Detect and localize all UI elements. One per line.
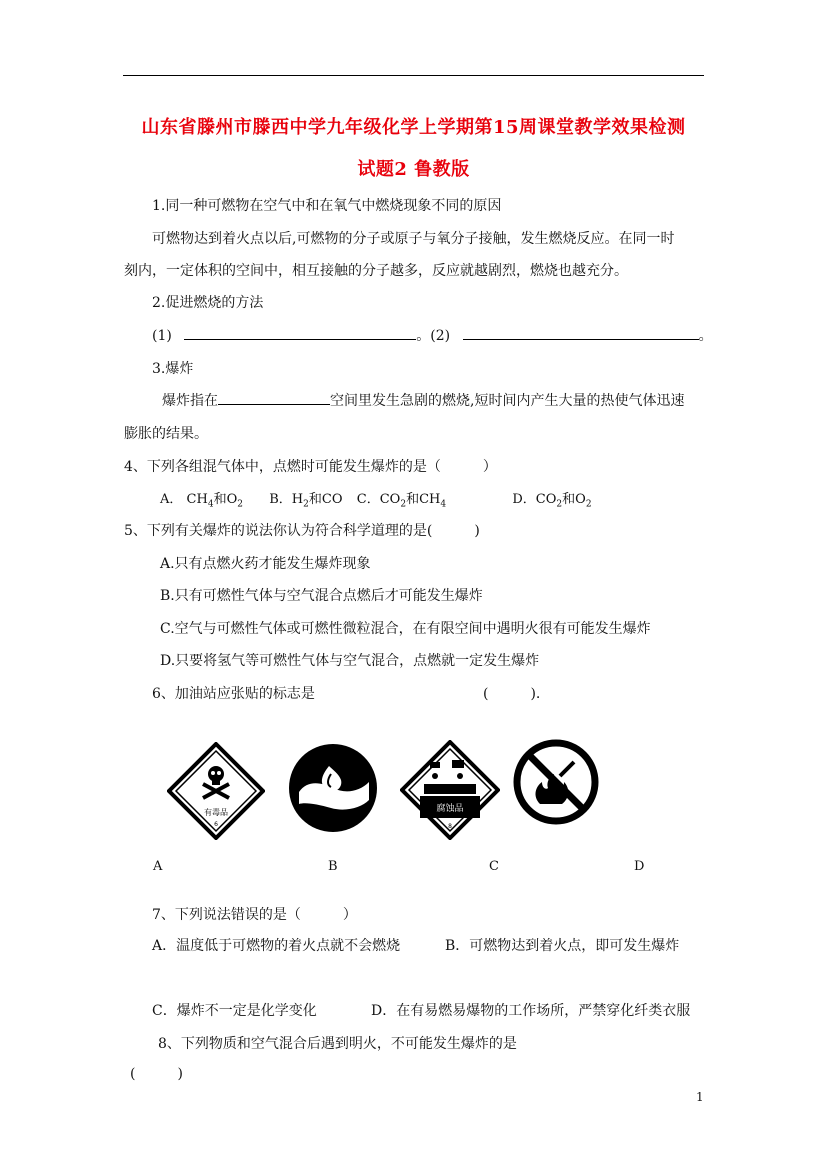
corrosive-sign-icon[interactable] — [400, 740, 500, 840]
q5-option-d[interactable]: D.只要将氢气等可燃性气体与空气混合，点燃就一定发生爆炸 — [160, 653, 540, 669]
corrosive-sign-number: 8 — [448, 823, 452, 830]
toxic-sign-icon[interactable] — [167, 742, 265, 840]
header-rule — [123, 75, 704, 76]
q5-stem: 5、下列有关爆炸的说法你认为符合科学道理的是( ) — [124, 523, 480, 539]
q7-option-c[interactable]: C．爆炸不一定是化学变化 — [152, 1003, 317, 1019]
q6-label-a: A — [153, 859, 163, 874]
q8-paren: ( ) — [130, 1066, 183, 1082]
q3-definition-line-2: 膨胀的结果。 — [124, 426, 208, 442]
q6-label-b: B — [328, 859, 338, 874]
q4-option-a[interactable]: A． $CH_4$和$O_2$ — [160, 492, 243, 510]
corrosive-sign-text: 腐蚀品 — [436, 804, 464, 814]
q2-item1-label: (1) — [152, 328, 172, 344]
no-fire-sign-icon[interactable] — [512, 738, 600, 826]
q2-blank-1[interactable] — [184, 325, 416, 340]
q7-option-a[interactable]: A．温度低于可燃物的着火点就不会燃烧 — [152, 938, 401, 954]
q8-stem: 8、下列物质和空气混合后遇到明火，不可能发生爆炸的是 — [158, 1036, 517, 1052]
q2-heading: 2.促进燃烧的方法 — [152, 295, 264, 311]
q5-option-a[interactable]: A.只有点燃火药才能发生爆炸现象 — [160, 556, 371, 572]
page-number: 1 — [696, 1090, 704, 1104]
q7-option-b[interactable]: B．可燃物达到着火点，即可发生爆炸 — [445, 938, 680, 954]
q3-heading: 3.爆炸 — [152, 361, 194, 377]
q2-end: 。 — [698, 328, 713, 344]
q4-stem: 4、下列各组混气体中，点燃时可能发生爆炸的是（ ） — [124, 459, 497, 475]
q5-option-c[interactable]: C.空气与可燃性气体或可燃性微粒混合，在有限空间中遇明火很有可能发生爆炸 — [160, 621, 651, 637]
title-line-1: 山东省滕州市滕西中学九年级化学上学期第15周课堂教学效果检测 — [141, 117, 686, 138]
q6-paren: ( ). — [483, 686, 541, 702]
q6-label-d: D — [634, 859, 645, 874]
toxic-sign-text: 有毒品 — [204, 808, 228, 817]
q7-option-d[interactable]: D．在有易燃易爆物的工作场所，严禁穿化纤类衣服 — [371, 1003, 691, 1019]
q3-blank[interactable] — [218, 390, 330, 405]
q2-items — [152, 325, 713, 345]
q6-label-c: C — [489, 859, 499, 874]
q7-stem: 7、下列说法错误的是（ ） — [152, 907, 357, 923]
title-line-2: 试题2 鲁教版 — [357, 159, 470, 180]
q4-option-b[interactable]: B．$H_2$和CO — [269, 492, 343, 510]
q1-answer-line-1: 可燃物达到着火点以后,可燃物的分子或原子与氧分子接触，发生燃烧反应。在同一时 — [152, 231, 675, 247]
toxic-sign-number: 6 — [214, 821, 218, 828]
q1-answer-line-2: 刻内，一定体积的空间中，相互接触的分子越多，反应就越剧烈，燃烧也越充分。 — [124, 263, 628, 279]
q4-option-c[interactable]: C．$CO_2$和$CH_4$ — [356, 492, 447, 510]
q3-definition — [162, 390, 684, 410]
q4-option-d[interactable]: D．$CO_2$和$O_2$ — [512, 492, 592, 510]
skull-icon — [208, 766, 224, 782]
q6-stem: 6、加油站应张贴的标志是 — [152, 686, 315, 702]
q3-text-after: 空间里发生急剧的燃烧,短时间内产生大量的热使气体迅速 — [330, 393, 685, 409]
q2-blank-2[interactable] — [463, 325, 699, 340]
q2-separator: 。(2) — [416, 328, 451, 344]
q5-option-b[interactable]: B.只有可燃性气体与空气混合点燃后才可能发生爆炸 — [160, 588, 483, 604]
q4-options — [160, 488, 592, 510]
q1-heading: 1.同一种可燃物在空气中和在氧气中燃烧现象不同的原因 — [152, 198, 502, 214]
water-drop-sign-icon[interactable] — [287, 742, 379, 834]
q3-text-before: 爆炸指在 — [162, 393, 218, 409]
